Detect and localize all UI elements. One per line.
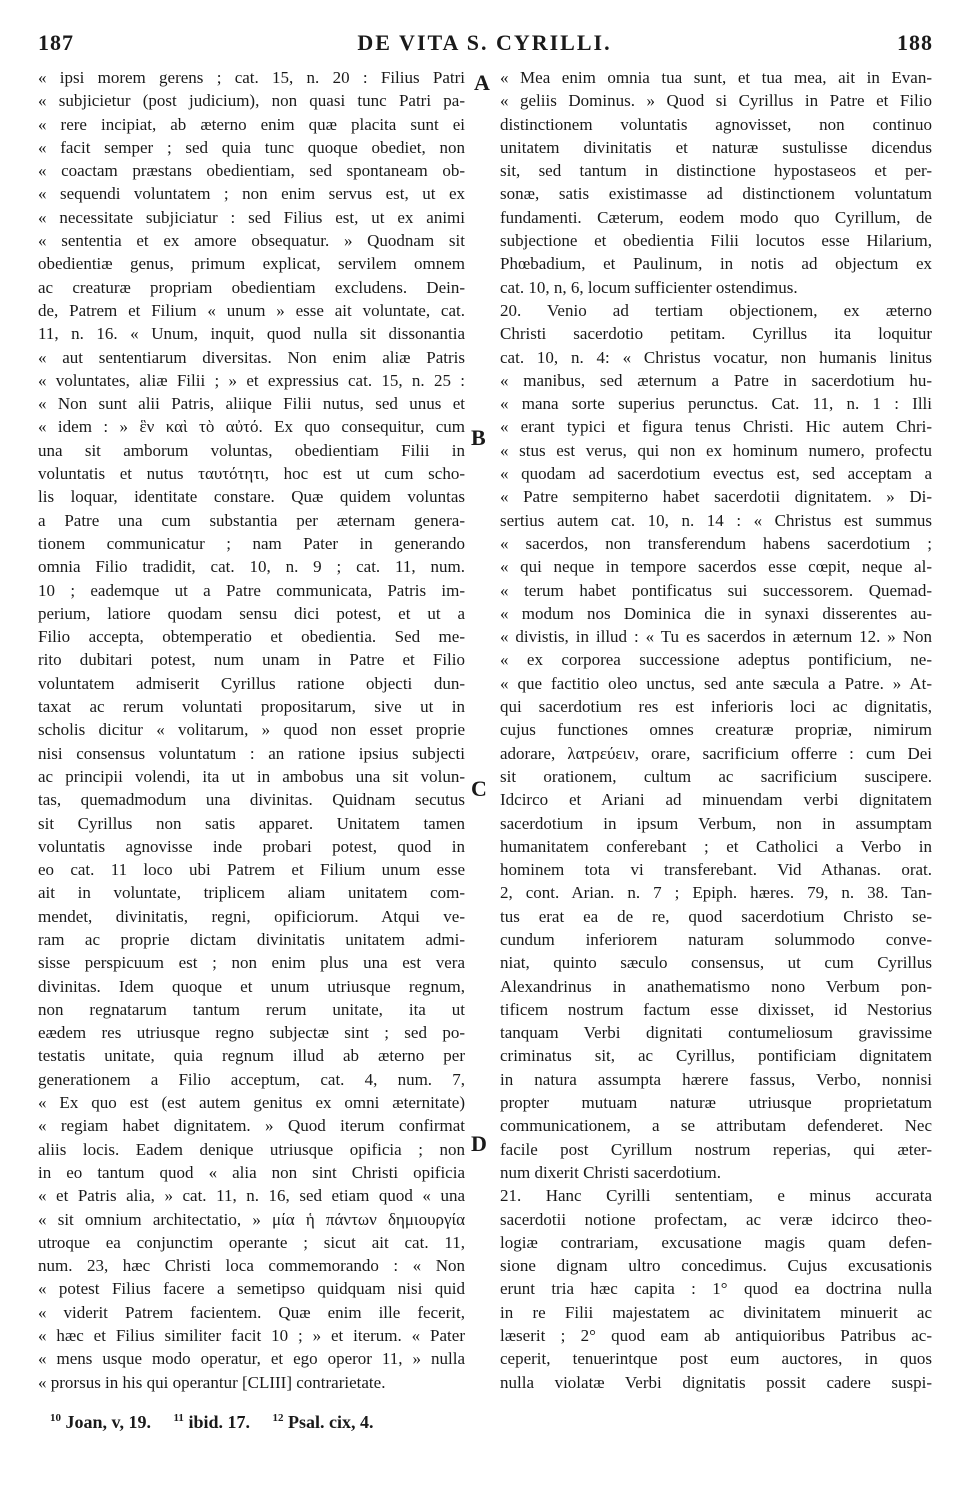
margin-marker-a: A — [474, 70, 490, 95]
text-line: nulla violatæ Verbi dignitatis possit cadere suspi- — [500, 1372, 932, 1392]
text-line: aliis locis. Eadem denique utriusque opificia ; non — [38, 1139, 465, 1159]
text-line: num dixerit Christi sacerdotium. — [500, 1162, 721, 1182]
text-line: « idem : » ἓν καὶ τὸ αὐτό. Ex quo consequitur, cum — [38, 417, 465, 437]
text-line: « mens usque modo operatur, et ego operor 11, » nulla — [38, 1349, 465, 1369]
text-line: « Non sunt alii Patris, aliique Filii nutus, sed unus et — [38, 394, 465, 414]
text-line: qui sacerdotium res est inferioris loci ac dignitatis, — [500, 697, 932, 717]
text-line: « que factitio oleo unctus, sed ante sæcula a Patre. » At- — [500, 673, 932, 693]
text-line: Filio accepta, obtemperatio et obedientia. Sed me- — [38, 627, 465, 647]
text-line: voluntatem admiserit Cyrillus ratione objecti dun- — [38, 673, 465, 693]
footnotes — [50, 1412, 373, 1433]
text-line: cundum inferiorem naturam solummodo conve- — [500, 929, 932, 949]
text-line: « mana sorte superius perunctus. Cat. 11, n. 1 : Illi — [500, 394, 932, 414]
text-line: « coactam præstans obedientiam, sed spontaneam ob- — [38, 161, 465, 181]
left-text-column — [38, 66, 465, 1394]
text-line: « prorsus in his qui operantur [CLIII] contrarietate. — [38, 1372, 386, 1392]
running-title: DE VITA S. CYRILLI. — [357, 30, 612, 55]
text-line: mendet, divinitatis, regni, opificiorum. Atqui ve- — [38, 906, 465, 926]
text-line: « terum habet pontificatus sui successorem. Quemad- — [500, 580, 932, 600]
text-line: « manibus, sed æternum a Patre in sacerdotium hu- — [500, 370, 932, 390]
text-line: « quodam ad sacerdotium evectus est, sed acceptam a — [500, 464, 932, 484]
text-line: « voluntates, aliæ Filii ; » et expressius cat. 15, n. 25 : — [38, 370, 465, 390]
text-line: « divistis, in illud : « Tu es sacerdos in æternum 12. » Non — [500, 627, 932, 647]
text-line: « modum nos Dominica die in synaxi disserentes au- — [500, 603, 932, 623]
text-line: facile post Cyrillum nostrum reperias, qui æter- — [500, 1139, 932, 1159]
text-line: ait in voluntate, triplicem aliam unitatem com- — [38, 883, 465, 903]
text-line: testatis unitate, quia regnum illud ab æterno per — [38, 1046, 465, 1066]
margin-marker-b: B — [471, 425, 486, 450]
text-line: « stus est verus, qui non ex hominum numero, profectu — [500, 440, 932, 460]
text-line: Christi sacerdotio petitam. Cyrillus ita loquitur — [500, 324, 932, 344]
text-line: « erant typici et figura tenus Christi. Hic autem Chri- — [500, 417, 932, 437]
text-line: ac creaturæ propriam obedientiam excludens. Dein- — [38, 277, 465, 297]
text-line: cat. 10, n. 4: « Christus vocatur, non humanis linitus — [500, 347, 932, 367]
text-line: eædem res utriusque regno subjectæ sint ; sed po- — [38, 1023, 465, 1043]
text-line: « ipsi morem gerens ; cat. 15, n. 20 : Filius Patri — [38, 68, 465, 87]
text-line: læserit ; 2° quod eam ab antiquioribus Patribus ac- — [500, 1326, 932, 1346]
text-line: « ex corporea successione adeptus pontificium, ne- — [500, 650, 932, 670]
text-line: non regnatarum tantum rerum unitate, ita ut — [38, 999, 465, 1019]
text-line: « necessitate subjiciatur : sed Filius est, ut ex animi — [38, 207, 465, 227]
text-line: « regiam habet dignitatem. » Quod iterum confirmat — [38, 1116, 465, 1136]
text-line: sione dignam ultro concedimus. Cujus excusationis — [500, 1256, 932, 1276]
page-number-left: 187 — [38, 30, 74, 55]
text-line: num. 23, hæc Christi loca commemorando : « Non — [38, 1256, 465, 1276]
margin-marker-c: C — [471, 776, 487, 801]
text-line: sit Cyrillus non satis apparet. Unitatem tamen — [38, 813, 465, 833]
text-line: in re Filii majestatem ac divinitatem minuerit ac — [500, 1302, 932, 1322]
text-line: « sacerdos, non transferendum habens sacerdotium ; — [500, 533, 932, 553]
text-line: tus erat ea de re, quod sacerdotium Christo se- — [500, 906, 932, 926]
text-line: niat, quinto sæculo consensus, ut cum Cyrillus — [500, 953, 932, 973]
text-line: erunt tria hæc capita : 1° quod ea doctrina nulla — [500, 1279, 932, 1299]
text-line: 20. Venio ad tertiam objectionem, ex æterno — [500, 300, 932, 320]
page-number-right: 188 — [897, 30, 933, 55]
text-line: lis loquar, identitate constare. Quæ quidem voluntas — [38, 487, 465, 507]
text-line: in eo tantum quod « alia non sint Christi opificia — [38, 1162, 465, 1182]
text-line: 10 ; eademque ut a Patre communicata, Patris im- — [38, 580, 465, 600]
right-text-column — [500, 66, 932, 1394]
text-line: propter mutuam naturæ utriusque proprietatum — [500, 1093, 932, 1113]
text-line: eo cat. 11 loco ubi Patrem et Filium unum esse — [38, 860, 465, 880]
text-line: communicationem, a se attributam defenderet. Nec — [500, 1116, 932, 1136]
text-line: nisi consensus voluntatum : an ratione ipsius subjecti — [38, 743, 465, 763]
text-line: cujus functiones omnes creaturæ propriæ, nimirum — [500, 720, 932, 740]
text-line: 2, cont. Arian. n. 7 ; Epiph. hæres. 79, n. 38. Tan- — [500, 883, 932, 903]
text-line: sit, sed tantum in distinctione hypostaseos et per- — [500, 161, 932, 181]
text-line: « Mea enim omnia tua sunt, et tua mea, ait in Evan- — [500, 68, 932, 87]
text-line: ac principii volendi, ita ut in ambobus una sit volun- — [38, 766, 465, 786]
text-line: logiæ contrariam, excusatione magis quam defen- — [500, 1232, 932, 1252]
text-line: tificem nostrum factum esse dixisset, id Nestorius — [500, 999, 932, 1019]
text-line: « rere incipiat, ab æterno enim quæ placita sunt ei — [38, 114, 465, 134]
text-line: fundamenti. Cæterum, eodem modo quo Cyrillum, de — [500, 207, 932, 227]
text-line: una sit amborum voluntas, obedientiam Filii in — [38, 440, 465, 460]
text-line: ram ac proprie dictam divinitatis unitatem admi- — [38, 929, 465, 949]
text-line: scholis dicitur « volitarum, » quod non esset proprie — [38, 720, 465, 740]
text-line: sisse perspicuum est ; non enim plus una est vera — [38, 953, 465, 973]
text-line: « geliis Dominus. » Quod si Cyrillus in Patre et Filio — [500, 91, 932, 111]
text-line: sonæ, satis existimasse ad distinctionem voluntatum — [500, 184, 932, 204]
text-line: divinitas. Idem quoque et unum utriusque regnum, — [38, 976, 465, 996]
text-line: unitatem divinitatis et naturæ sustulisse dicendus — [500, 137, 932, 157]
text-line: adorare, λατρεύειν, orare, sacrificium offerre : cum Dei — [500, 743, 932, 763]
text-line: « viderit Patrem facientem. Quæ enim ille fecerit, — [38, 1302, 465, 1322]
text-line: « Ex quo est (est autem genitus ex omni æternitate) — [38, 1093, 465, 1113]
text-line: « subjicietur (post judicium), non quasi tunc Patri pa- — [38, 91, 465, 111]
text-line: utroque ea conjunctim operante ; sicut ait cat. 11, — [38, 1232, 465, 1252]
text-line: « qui neque in tempore sacerdos esse cœpit, neque al- — [500, 557, 932, 577]
text-line: « Patre sempiterno habet sacerdotii dignitatem. » Di- — [500, 487, 932, 507]
text-line: subjectione et obedientia Filii locutos esse Hilarium, — [500, 231, 932, 251]
footnote-12: $^{12}$ Psal. cix, 4. — [272, 1412, 374, 1432]
text-line: ceperit, tenuerintque post eum auctores, in quos — [500, 1349, 932, 1369]
text-line: « sequendi voluntatem ; non enim servus est, ut ex — [38, 184, 465, 204]
text-line: generationem a Filio acceptum, cat. 4, num. 7, — [38, 1069, 465, 1089]
text-line: Phœbadium, et Paulinum, in notis ad objectum ex — [500, 254, 932, 274]
text-line: tanquam Verbi dignitati contumeliosum gravissime — [500, 1023, 932, 1043]
text-line: sit orationem, cultum ac sacrificium suscipere. — [500, 766, 932, 786]
text-line: « hæc et Filius similiter facit 10 ; » et iterum. « Pater — [38, 1326, 465, 1346]
text-line: sertius autem cat. 10, n. 14 : « Christus est summus — [500, 510, 932, 530]
footnote-11: $^{11}$ ibid. 17. — [173, 1412, 250, 1432]
text-line: Alexandrinus in anathematismo nono Verbum pon- — [500, 976, 932, 996]
text-line: cat. 10, n, 6, locum sufficienter ostendimus. — [500, 277, 798, 297]
text-line: 21. Hanc Cyrilli sententiam, e minus accurata — [500, 1186, 932, 1206]
text-line: omnia Filio tradidit, cat. 10, n. 9 ; cat. 11, num. — [38, 557, 465, 577]
text-line: humanitatem conferebant ; et Catholici a Verbo in — [500, 836, 932, 856]
text-line: de, Patrem et Filium « unum » esse ait voluntate, cat. — [38, 300, 465, 320]
text-line: « sententia et ex amore obsequatur. » Quodnam sit — [38, 231, 465, 251]
text-line: tas, quemadmodum una divinitas. Quidnam secutus — [38, 790, 465, 810]
text-line: obedientiæ genus, primum explicat, servilem omnem — [38, 254, 465, 274]
text-line: hominem tota vi transferebant. Vid Athanas. orat. — [500, 860, 932, 880]
text-line: taxat ac rerum voluntati propositarum, sive ut in — [38, 697, 465, 717]
text-line: criminatus sit, ac Cyrillus, pontificiam dignitatem — [500, 1046, 932, 1066]
footnote-10: $^{10}$ Joan, v, 19. — [50, 1412, 152, 1432]
text-line: voluntatis agnovisse inde probari potest, quod in — [38, 836, 465, 856]
text-line: sacerdotium in ipsum Verbum, non in assumptam — [500, 813, 932, 833]
text-line: « et Patris alia, » cat. 11, n. 16, sed etiam quod « una — [38, 1186, 465, 1206]
text-line: « sit omnium architectatio, » μία ἡ πάντων δημιουργία — [38, 1209, 465, 1229]
text-line: sacerdotii notione profectam, ac veræ idcirco theo- — [500, 1209, 932, 1229]
text-line: Idcirco et Ariani ad minuendam verbi dignitatem — [500, 790, 932, 810]
text-line: « facit semper ; sed quia tunc quoque obediet, non — [38, 137, 465, 157]
text-line: in natura assumpta hærere fassus, Verbo, nonnisi — [500, 1069, 932, 1089]
text-line: a Patre una cum substantia per æternam genera- — [38, 510, 465, 530]
text-line: distinctionem voluntatis agnovisset, non continuo — [500, 114, 932, 134]
text-line: tionem communicatur ; nam Pater in generando — [38, 533, 465, 553]
text-line: perium, latiore quodam sensu dici potest, et ut a — [38, 603, 465, 623]
text-line: « aut sententiarum diversitas. Non enim aliæ Patris — [38, 347, 465, 367]
text-line: « potest Filius facere a semetipso quidquam nisi quid — [38, 1279, 465, 1299]
text-line: voluntatis et nutus ταυτότητι, hoc est ut cum scho- — [38, 464, 465, 484]
text-line: rito dubitari potest, num unam in Patre et Filio — [38, 650, 465, 670]
text-line: 11, n. 16. « Unum, inquit, quod nulla sit dissonantia — [38, 324, 465, 344]
margin-marker-d: D — [471, 1131, 487, 1156]
